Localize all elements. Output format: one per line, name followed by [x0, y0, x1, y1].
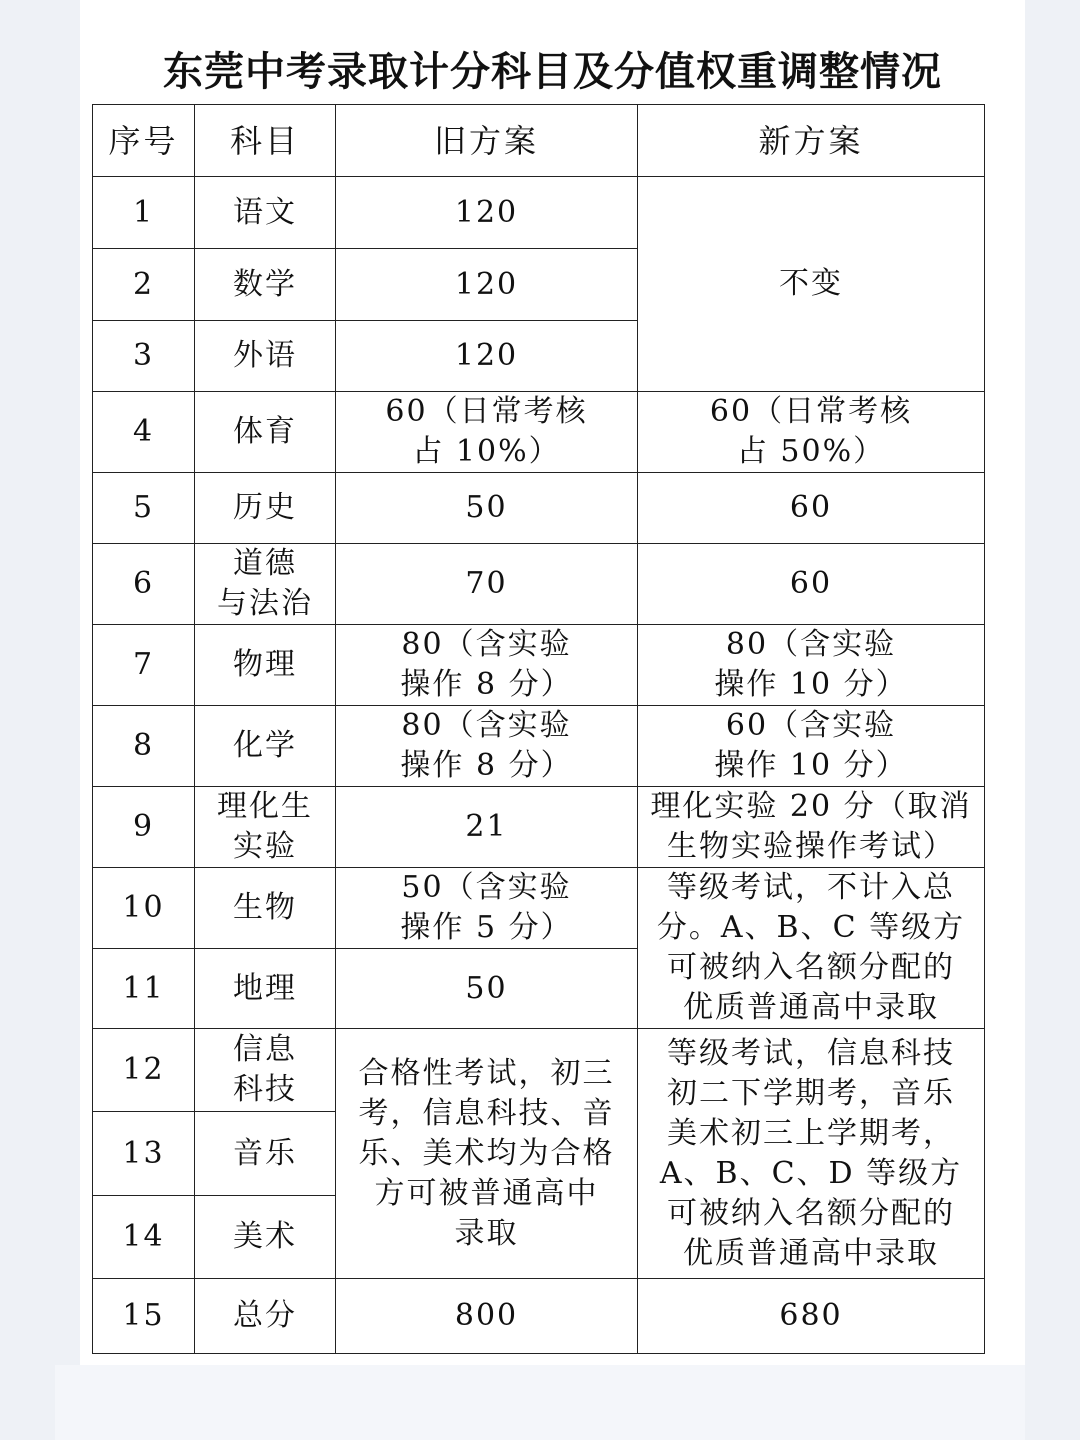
- row-old-value: 120: [336, 249, 638, 321]
- row-subject: 音乐: [195, 1112, 336, 1196]
- new-plan-unchanged: 不变: [638, 177, 985, 392]
- table-row: [93, 177, 985, 249]
- row-index: 10: [93, 868, 195, 949]
- row-subject: 总分: [195, 1279, 336, 1354]
- row-old-value: 120: [336, 321, 638, 392]
- row-subject: 信息 科技: [195, 1029, 336, 1112]
- score-adjustment-table: [92, 104, 985, 1354]
- row-subject: 外语: [195, 321, 336, 392]
- header-subject: 科目: [195, 105, 336, 177]
- row-index: 4: [93, 392, 195, 473]
- row-index: 5: [93, 473, 195, 544]
- table-row: [93, 706, 985, 787]
- table-row: [93, 787, 985, 868]
- row-old-value: 80（含实验 操作 8 分）: [336, 625, 638, 706]
- row-subject: 化学: [195, 706, 336, 787]
- row-index: 14: [93, 1196, 195, 1279]
- row-new-value: 680: [638, 1279, 985, 1354]
- table-row: [93, 392, 985, 473]
- row-new-value: 80（含实验 操作 10 分）: [638, 625, 985, 706]
- row-index: 2: [93, 249, 195, 321]
- new-plan-grade-exam-note: 等级考试，不计入总 分。A、B、C 等级方 可被纳入名额分配的 优质普通高中录取: [638, 868, 985, 1029]
- table-row: [93, 544, 985, 625]
- row-new-value: 60: [638, 544, 985, 625]
- row-subject: 道德 与法治: [195, 544, 336, 625]
- row-new-value: 60（日常考核 占 50%）: [638, 392, 985, 473]
- old-plan-pass-exam-note: 合格性考试，初三 考，信息科技、音 乐、美术均为合格 方可被普通高中 录取: [336, 1029, 638, 1279]
- page-title: 东莞中考录取计分科目及分值权重调整情况: [163, 48, 942, 95]
- header-new-plan: 新方案: [638, 105, 985, 177]
- table-row-total: [93, 1279, 985, 1354]
- row-old-value: 50: [336, 949, 638, 1029]
- header-old-plan: 旧方案: [336, 105, 638, 177]
- row-old-value: 120: [336, 177, 638, 249]
- row-new-value: 理化实验 20 分（取消 生物实验操作考试）: [638, 787, 985, 868]
- row-subject: 数学: [195, 249, 336, 321]
- row-old-value: 70: [336, 544, 638, 625]
- table-row: [93, 473, 985, 544]
- row-index: 8: [93, 706, 195, 787]
- row-subject: 体育: [195, 392, 336, 473]
- row-index: 3: [93, 321, 195, 392]
- row-new-value: 60（含实验 操作 10 分）: [638, 706, 985, 787]
- row-index: 12: [93, 1029, 195, 1112]
- row-subject: 理化生 实验: [195, 787, 336, 868]
- row-index: 1: [93, 177, 195, 249]
- row-old-value: 60（日常考核 占 10%）: [336, 392, 638, 473]
- row-index: 6: [93, 544, 195, 625]
- row-old-value: 50: [336, 473, 638, 544]
- row-old-value: 50（含实验 操作 5 分）: [336, 868, 638, 949]
- page-bottom: [55, 1365, 1025, 1440]
- table-row: [93, 868, 985, 949]
- row-index: 13: [93, 1112, 195, 1196]
- row-index: 7: [93, 625, 195, 706]
- table-row: [93, 1029, 985, 1112]
- row-new-value: 60: [638, 473, 985, 544]
- row-subject: 物理: [195, 625, 336, 706]
- header-index: 序号: [93, 105, 195, 177]
- table-row: [93, 625, 985, 706]
- row-old-value: 800: [336, 1279, 638, 1354]
- row-old-value: 80（含实验 操作 8 分）: [336, 706, 638, 787]
- table-header-row: [93, 105, 985, 177]
- row-index: 11: [93, 949, 195, 1029]
- row-subject: 美术: [195, 1196, 336, 1279]
- row-subject: 语文: [195, 177, 336, 249]
- row-subject: 历史: [195, 473, 336, 544]
- row-old-value: 21: [336, 787, 638, 868]
- row-subject: 生物: [195, 868, 336, 949]
- row-subject: 地理: [195, 949, 336, 1029]
- row-index: 9: [93, 787, 195, 868]
- new-plan-arts-note: 等级考试，信息科技 初二下学期考，音乐 美术初三上学期考， A、B、C、D 等级方 可被纳入名额分配的 优质普通高中录取: [638, 1029, 985, 1279]
- row-index: 15: [93, 1279, 195, 1354]
